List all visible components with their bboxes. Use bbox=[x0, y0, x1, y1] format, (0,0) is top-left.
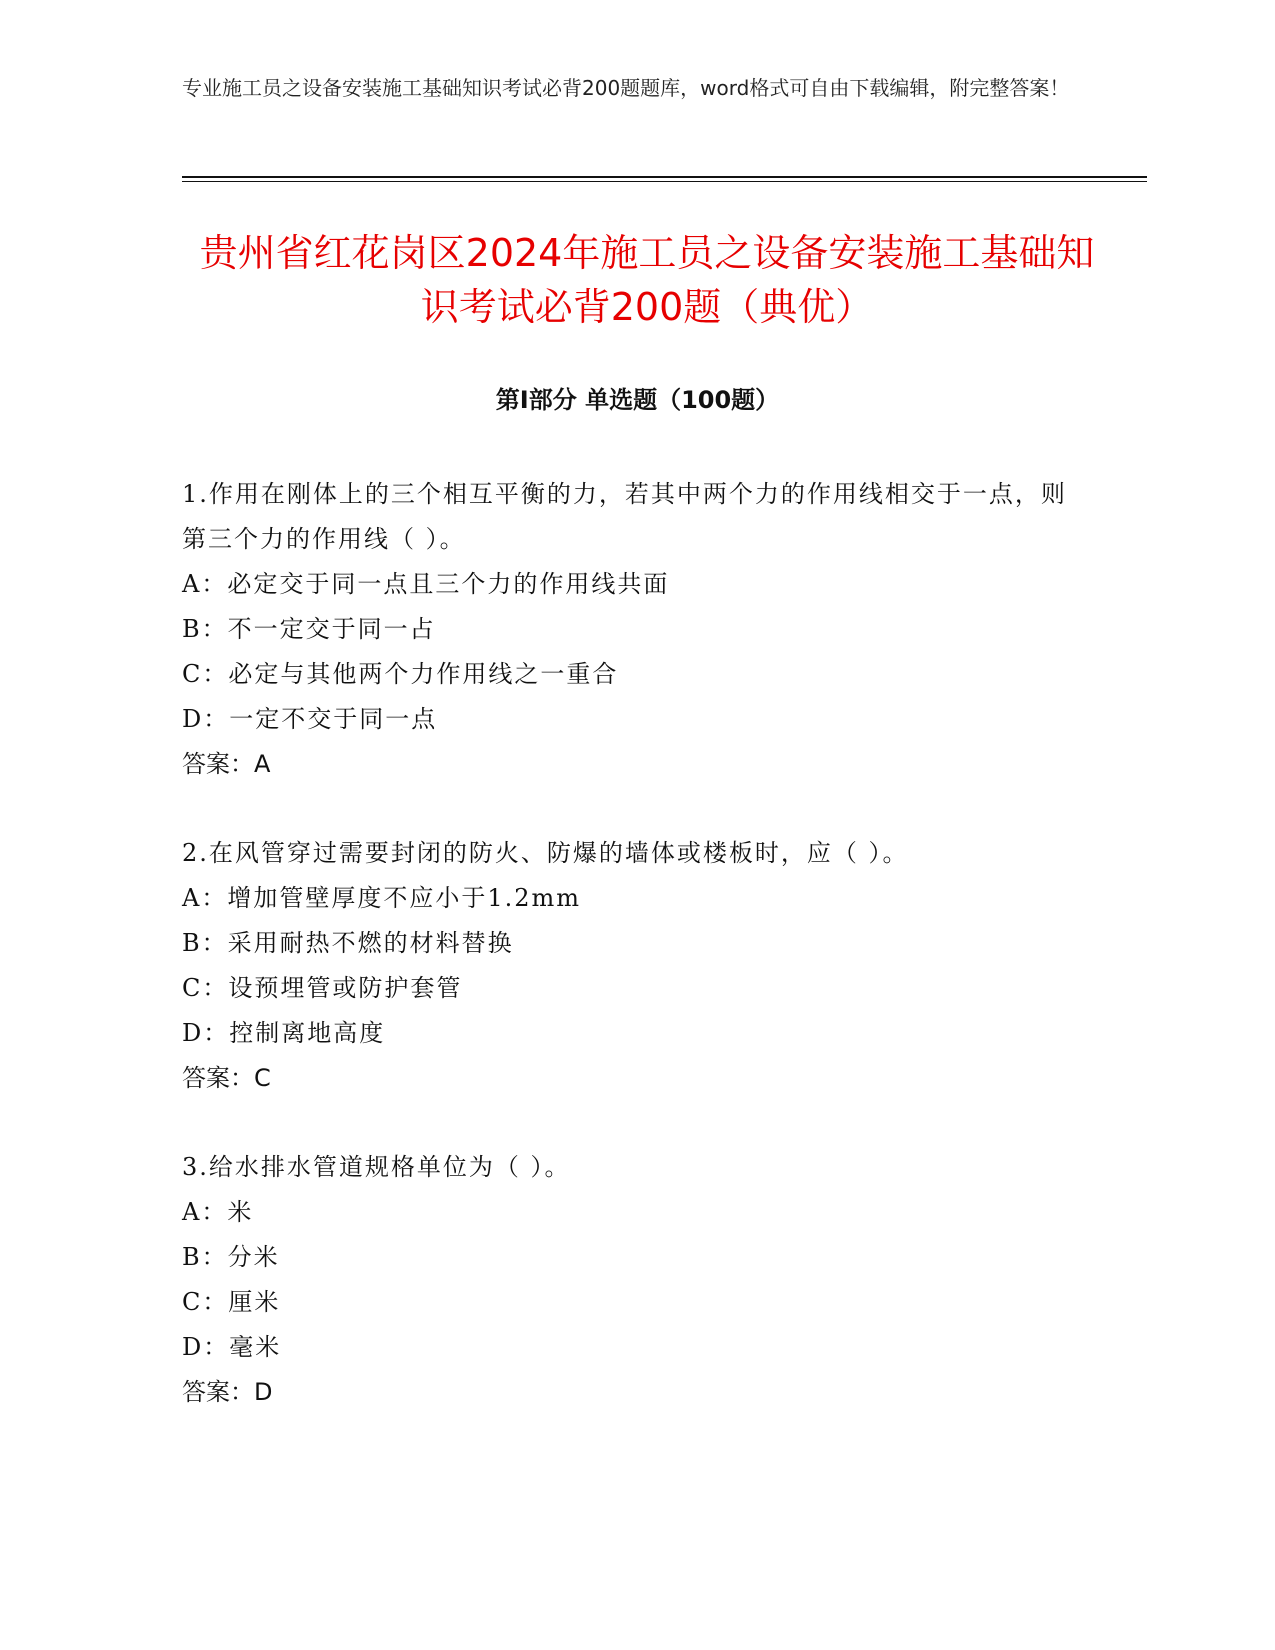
section-title: 第Ⅰ部分 单选题（100题） bbox=[495, 386, 780, 414]
header-divider-thin bbox=[182, 181, 1147, 182]
option-a: A：必定交于同一点且三个力的作用线共面 bbox=[182, 570, 670, 598]
option-b: B：采用耐热不燃的材料替换 bbox=[182, 929, 514, 957]
option-d: D：一定不交于同一点 bbox=[182, 705, 438, 733]
option-a: A：增加管壁厚度不应小于1.2mm bbox=[182, 884, 582, 912]
header-note: 专业施工员之设备安装施工基础知识考试必背200题题库，word格式可自由下载编辑，附完整答案！ bbox=[182, 76, 1070, 100]
question-stem: 1.作用在刚体上的三个相互平衡的力，若其中两个力的作用线相交于一点，则第三个力的作用线（ ）。 bbox=[182, 480, 1067, 553]
option-c: C：厘米 bbox=[182, 1288, 281, 1316]
answer: 答案：C bbox=[182, 1064, 271, 1092]
question-3 bbox=[182, 1145, 1082, 1415]
question-list bbox=[182, 472, 1082, 1459]
option-a: A：米 bbox=[182, 1198, 254, 1226]
document-title: 贵州省红花岗区2024年施工员之设备安装施工基础知识考试必背200题（典优） bbox=[199, 231, 1095, 329]
option-d: D：毫米 bbox=[182, 1333, 282, 1361]
question-1 bbox=[182, 472, 1082, 787]
answer: 答案：D bbox=[182, 1378, 273, 1406]
answer: 答案：A bbox=[182, 750, 271, 778]
option-d: D：控制离地高度 bbox=[182, 1019, 386, 1047]
header-divider-thick bbox=[182, 176, 1147, 178]
option-b: B：分米 bbox=[182, 1243, 280, 1271]
option-c: C：必定与其他两个力作用线之一重合 bbox=[182, 660, 619, 688]
question-stem: 2.在风管穿过需要封闭的防火、防爆的墙体或楼板时，应（ ）。 bbox=[182, 839, 909, 867]
question-2 bbox=[182, 831, 1082, 1101]
option-b: B：不一定交于同一占 bbox=[182, 615, 436, 643]
option-c: C：设预埋管或防护套管 bbox=[182, 974, 463, 1002]
question-stem: 3.给水排水管道规格单位为（ ）。 bbox=[182, 1153, 571, 1181]
